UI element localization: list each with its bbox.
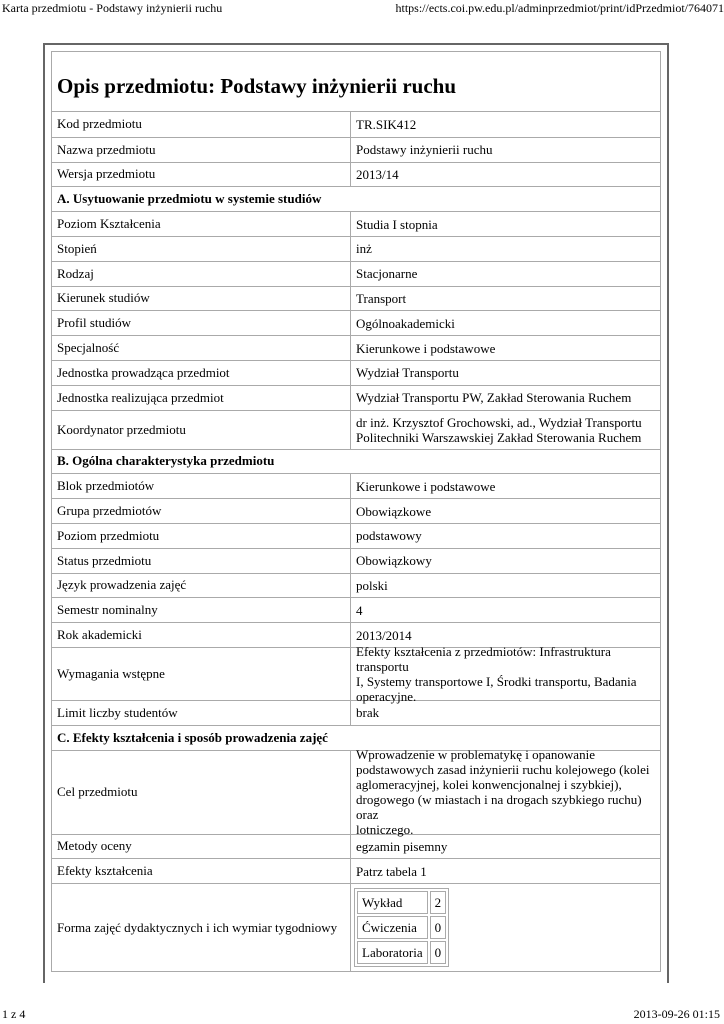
row-value: Podstawy inżynierii ruchu	[356, 142, 493, 158]
row-value: egzamin pisemny	[356, 838, 448, 854]
print-footer	[0, 1008, 724, 1024]
goal-line: aglomeracyjnej, kolei konwencjonalnej i szybkiej),	[356, 777, 622, 793]
row-label: Kod przedmiotu	[52, 112, 351, 137]
document-title: Opis przedmiotu: Podstawy inżynierii ruchu	[57, 74, 457, 98]
row-label: Forma zajęć dydaktycznych i ich wymiar tygodniowy	[52, 884, 351, 971]
row-label: Język prowadzenia zajęć	[52, 574, 351, 598]
row-label: Grupa przedmiotów	[52, 499, 351, 523]
table-row	[52, 548, 660, 573]
print-header	[0, 0, 724, 16]
table-row	[52, 700, 660, 725]
row-label: Rodzaj	[52, 262, 351, 286]
table-row	[52, 573, 660, 598]
section-b-heading: B. Ogólna charakterystyka przedmiotu	[52, 449, 660, 474]
table-row	[52, 498, 660, 523]
coordinator-line: Politechniki Warszawskiej Zakład Sterowania Ruchem	[356, 429, 642, 445]
row-label: Jednostka prowadząca przedmiot	[52, 361, 351, 385]
row-value: Kierunkowe i podstawowe	[356, 340, 496, 356]
table-row	[52, 310, 660, 335]
coordinator-line: dr inż. Krzysztof Grochowski, ad., Wydział Transportu	[356, 414, 642, 430]
row-value: Kierunkowe i podstawowe	[356, 478, 496, 494]
row-label: Blok przedmiotów	[52, 474, 351, 498]
row-label: Profil studiów	[52, 311, 351, 335]
table-row	[52, 473, 660, 498]
page-number: 1 z 4	[2, 1007, 26, 1021]
row-label: Stopień	[52, 237, 351, 261]
table-row-requirements	[52, 643, 660, 704]
goal-line: lotniczego.	[356, 822, 414, 838]
row-label: Poziom przedmiotu	[52, 524, 351, 548]
row-value	[351, 411, 660, 449]
goal-line: Wprowadzenie w problematykę i opanowanie	[356, 747, 595, 763]
row-label: Limit liczby studentów	[52, 701, 351, 725]
row-label: Wymagania wstępne	[52, 648, 351, 700]
row-label: Efekty kształcenia	[52, 859, 351, 883]
row-value: Ogólnoakademicki	[356, 315, 455, 331]
row-value	[351, 747, 660, 838]
row-label: Specjalność	[52, 336, 351, 360]
row-label: Semestr nominalny	[52, 598, 351, 622]
form-name: Laboratoria	[357, 941, 428, 964]
row-value: Studia I stopnia	[356, 216, 438, 232]
row-value: Patrz tabela 1	[356, 863, 427, 879]
title-box	[51, 51, 661, 112]
row-value: 2013/14	[356, 166, 399, 182]
row-value	[351, 643, 660, 704]
row-label: Wersja przedmiotu	[52, 163, 351, 187]
row-value: 2013/2014	[356, 627, 412, 643]
row-label: Cel przedmiotu	[52, 751, 351, 834]
row-value: inż	[356, 241, 372, 257]
form-hours: 2	[430, 891, 447, 914]
table-row	[52, 335, 660, 360]
goal-line: drogowego (w miastach i na drogach szybkiego ruchu) oraz	[356, 792, 642, 823]
page-url[interactable]: https://ects.coi.pw.edu.pl/adminprzedmiot/print/idPrzedmiot/764071	[395, 1, 724, 15]
row-label: Metody oceny	[52, 835, 351, 859]
forms-row	[357, 916, 446, 939]
row-label: Poziom Kształcenia	[52, 212, 351, 236]
row-value	[351, 884, 660, 971]
form-hours: 0	[430, 916, 447, 939]
requirements-line: I, Systemy transportowe I, Środki transportu, Badania	[356, 673, 637, 689]
page-title: Karta przedmiotu - Podstawy inżynierii ruchu	[2, 1, 223, 15]
row-value: polski	[356, 577, 388, 593]
table-row	[52, 597, 660, 622]
table-row	[52, 385, 660, 410]
table-row	[52, 360, 660, 385]
form-name: Wykład	[357, 891, 428, 914]
row-label: Jednostka realizująca przedmiot	[52, 386, 351, 410]
row-value: TR.SIK412	[356, 116, 417, 132]
table-row-coordinator	[52, 410, 660, 449]
row-value: Stacjonarne	[356, 266, 418, 282]
table-row	[52, 211, 660, 236]
course-table	[51, 112, 661, 972]
table-row	[52, 261, 660, 286]
table-row	[52, 236, 660, 261]
section-c-heading: C. Efekty kształcenia i sposób prowadzenia zajęć	[52, 725, 660, 750]
table-row-goal	[52, 747, 660, 838]
goal-line: podstawowych zasad inżynierii ruchu kolejowego (kolei	[356, 762, 650, 778]
table-row	[52, 834, 660, 859]
row-value: Transport	[356, 290, 407, 306]
table-row	[52, 162, 660, 187]
forms-row	[357, 941, 446, 964]
row-label: Status przedmiotu	[52, 549, 351, 573]
row-label: Nazwa przedmiotu	[52, 138, 351, 162]
row-value: Obowiązkowe	[356, 503, 432, 519]
row-value: Obowiązkowy	[356, 553, 432, 569]
forms-row	[357, 891, 446, 914]
section-a-heading: A. Usytuowanie przedmiotu w systemie studiów	[52, 186, 660, 211]
row-label: Kierunek studiów	[52, 287, 351, 311]
forms-table	[354, 888, 449, 967]
document-frame	[43, 43, 669, 983]
table-row	[52, 523, 660, 548]
row-value: Wydział Transportu PW, Zakład Sterowania Ruchem	[356, 390, 632, 406]
requirements-line: operacyjne.	[356, 688, 417, 704]
table-row	[52, 112, 660, 137]
form-name: Ćwiczenia	[357, 916, 428, 939]
row-value: 4	[356, 602, 363, 618]
row-label: Rok akademicki	[52, 623, 351, 647]
table-row-forms	[52, 883, 660, 971]
table-row	[52, 286, 660, 311]
table-row	[52, 858, 660, 883]
row-value: podstawowy	[356, 528, 422, 544]
print-datetime: 2013-09-26 01:15	[633, 1007, 720, 1021]
requirements-line: Efekty kształcenia z przedmiotów: Infrastruktura transportu	[356, 643, 611, 674]
table-row	[52, 137, 660, 162]
row-value: Wydział Transportu	[356, 365, 459, 381]
form-hours: 0	[430, 941, 447, 964]
row-value: brak	[356, 705, 380, 721]
row-label: Koordynator przedmiotu	[52, 411, 351, 449]
